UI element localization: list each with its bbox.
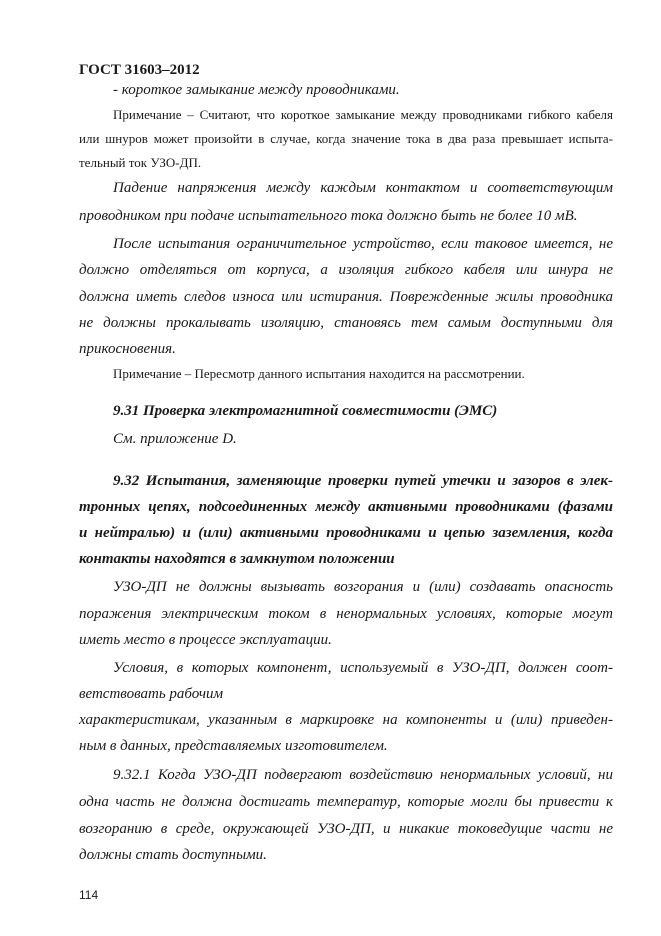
paragraph-line: проводником при подаче испытательного тока должно быть не более 10 мВ. [79, 208, 578, 224]
section-reference: См. приложение D. [113, 431, 237, 447]
paragraph-line: возгоранию в среде, окружающей УЗО-ДП, и никакие токоведущие части не [79, 821, 613, 837]
paragraph-line: ветствовать рабочим [79, 686, 224, 702]
section-heading-9-31: 9.31 Проверка электромагнитной совместимости (ЭМС) [113, 403, 498, 419]
paragraph-line: должна иметь следов износа или истирания. Поврежденные жилы проводника [79, 289, 613, 305]
section-heading-9-32: контакты находятся в замкнутом положении [79, 551, 395, 567]
section-heading-9-32: и нейтралью) и (или) активными проводниками и цепью заземления, когда [79, 525, 613, 541]
note-line: Примечание – Считают, что короткое замыкание между проводниками гибкого кабеля [113, 107, 613, 122]
section-heading-9-32: тронных цепях, подсоединенных между активными проводниками (фазами [79, 499, 613, 515]
paragraph-line: 9.32.1 Когда УЗО-ДП подвергают воздействию ненормальных условий, ни [113, 767, 613, 783]
paragraph-line: Условия, в которых компонент, используемый в УЗО-ДП, должен соот- [113, 660, 613, 676]
paragraph-line: ным в данных, представляемых изготовителем. [79, 738, 388, 754]
section-heading-9-32: 9.32 Испытания, заменяющие проверки путей утечки и зазоров в элек- [113, 473, 613, 489]
note-line: или шнуров может произойти в случае, когда значение тока в два раза превышает испыта- [79, 131, 613, 146]
note-line: тельный ток УЗО-ДП. [79, 155, 202, 170]
document-header: ГОСТ 31603–2012 [79, 62, 200, 78]
paragraph-line: характеристикам, указанным в маркировке на компоненты и (или) приведен- [79, 712, 613, 728]
paragraph-line: Падение напряжения между каждым контактом и соответствующим [113, 180, 613, 196]
paragraph-line: УЗО-ДП не должны вызывать возгорания и (или) создавать опасность [113, 579, 613, 595]
paragraph-line: должно отделяться от корпуса, а изоляция гибкого кабеля или шнура не [79, 262, 613, 278]
paragraph-line: поражения электрическим током в ненормальных условиях, которые могут [79, 606, 613, 622]
paragraph-line: иметь место в процессе эксплуатации. [79, 632, 332, 648]
paragraph-line: После испытания ограничительное устройство, если таковое имеется, не [113, 236, 613, 252]
list-item-short-circuit: - короткое замыкание между проводниками. [113, 82, 400, 98]
paragraph-line: должны стать доступными. [79, 847, 267, 863]
note-line: Примечание – Пересмотр данного испытания находится на рассмотрении. [113, 366, 525, 381]
paragraph-line: прикосновения. [79, 341, 176, 357]
paragraph-line: одна часть не должна достигать температур, которые могли бы привести к [79, 794, 613, 810]
page-number: 114 [79, 888, 99, 902]
paragraph-line: не должны прокалывать изоляцию, становясь тем самым доступными для [79, 315, 613, 331]
